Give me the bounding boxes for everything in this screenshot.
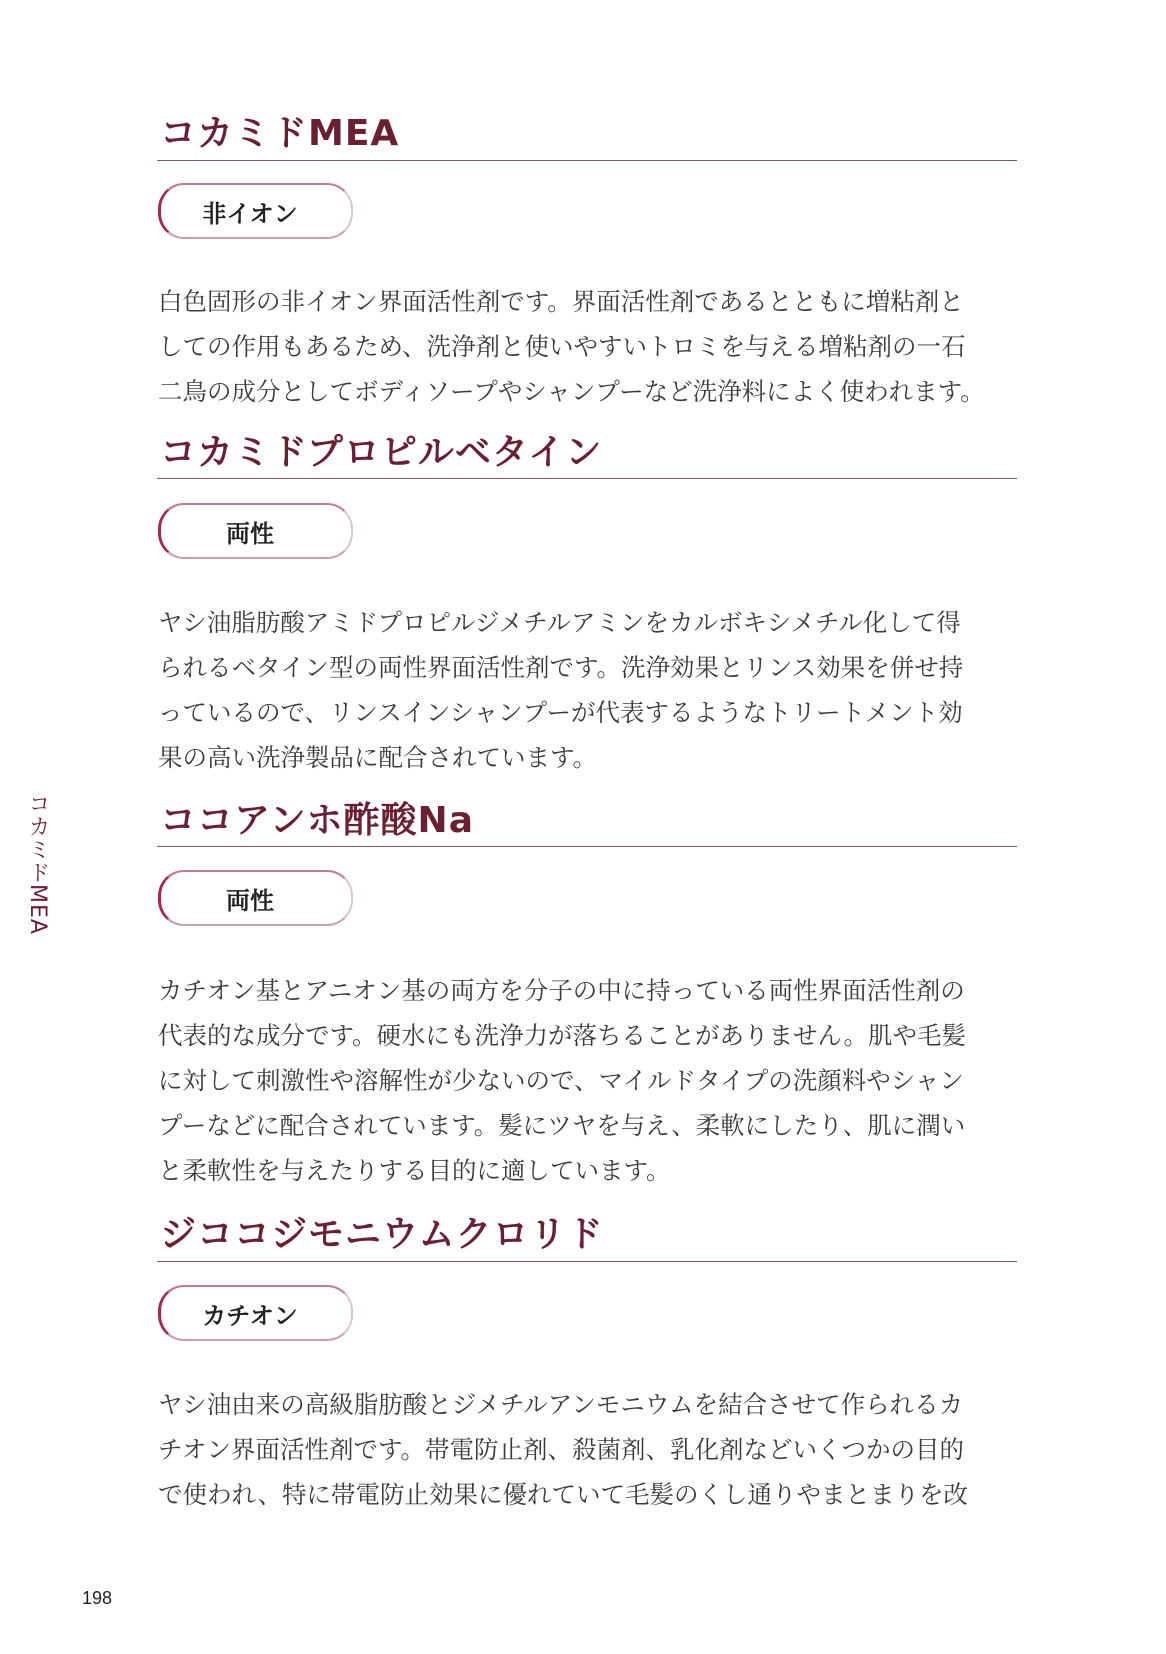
description-line: で使われ、特に帯電防止効果に優れていて毛髪のくし通りやまとまりを改 (158, 1480, 968, 1509)
surfactant-type-badge: 両性 (158, 870, 353, 926)
description-line: ヤシ油由来の高級脂肪酸とジメチルアンモニウムを結合させて作られるカ (158, 1390, 964, 1419)
title-rule (157, 478, 1017, 479)
title-rule (157, 1261, 1017, 1262)
entry-description (158, 968, 1018, 1193)
description-line: られるベタイン型の両性界面活性剤です。洗浄効果とリンス効果を併せ持 (158, 653, 964, 682)
description-line: ヤシ油脂肪酸アミドプロピルジメチルアミンをカルボキシメチル化して得 (158, 608, 961, 637)
description-line: プーなどに配合されています。髪にツヤを与え、柔軟にしたり、肌に潤い (158, 1111, 966, 1140)
surfactant-type-badge: 両性 (158, 503, 353, 559)
entry-description (158, 1382, 1018, 1517)
entry-title: ジココジモニウムクロリド (160, 1214, 604, 1255)
page-number: 198 (82, 1588, 113, 1608)
running-section-label: コカミドMEA (25, 792, 50, 935)
description-line: 果の高い洗浄製品に配合されています。 (158, 743, 598, 772)
description-line: に対して刺激性や溶解性が少ないので、マイルドタイプの洗顔料やシャン (158, 1066, 964, 1095)
entry-title: ココアンホ酢酸Na (160, 800, 474, 841)
description-line: カチオン基とアニオン基の両方を分子の中に持っている両性界面活性剤の (158, 976, 965, 1005)
title-rule (157, 160, 1017, 161)
entry-title: コカミドプロピルベタイン (160, 432, 603, 473)
description-line: 白色固形の非イオン界面活性剤です。界面活性剤であるとともに増粘剤と (158, 287, 964, 316)
title-rule (157, 846, 1017, 847)
description-line: と柔軟性を与えたりする目的に適しています。 (158, 1156, 671, 1185)
description-line: しての作用もあるため、洗浄剤と使いやすいトロミを与える増粘剤の一石 (158, 332, 966, 361)
description-line: っているので、リンスインシャンプーが代表するようなトリートメント効 (158, 698, 963, 727)
description-line: チオン界面活性剤です。帯電防止剤、殺菌剤、乳化剤などいくつかの目的 (158, 1435, 965, 1464)
entry-description (158, 279, 1018, 414)
entry-title: コカミドMEA (160, 113, 400, 154)
description-line: 二鳥の成分としてボディソープやシャンプーなど洗浄料によく使われます。 (158, 377, 985, 406)
surfactant-type-badge: カチオン (158, 1285, 353, 1341)
entry-description (158, 600, 1018, 780)
surfactant-type-badge: 非イオン (158, 183, 353, 239)
description-line: 代表的な成分です。硬水にも洗浄力が落ちることがありません。肌や毛髪 (158, 1021, 967, 1050)
